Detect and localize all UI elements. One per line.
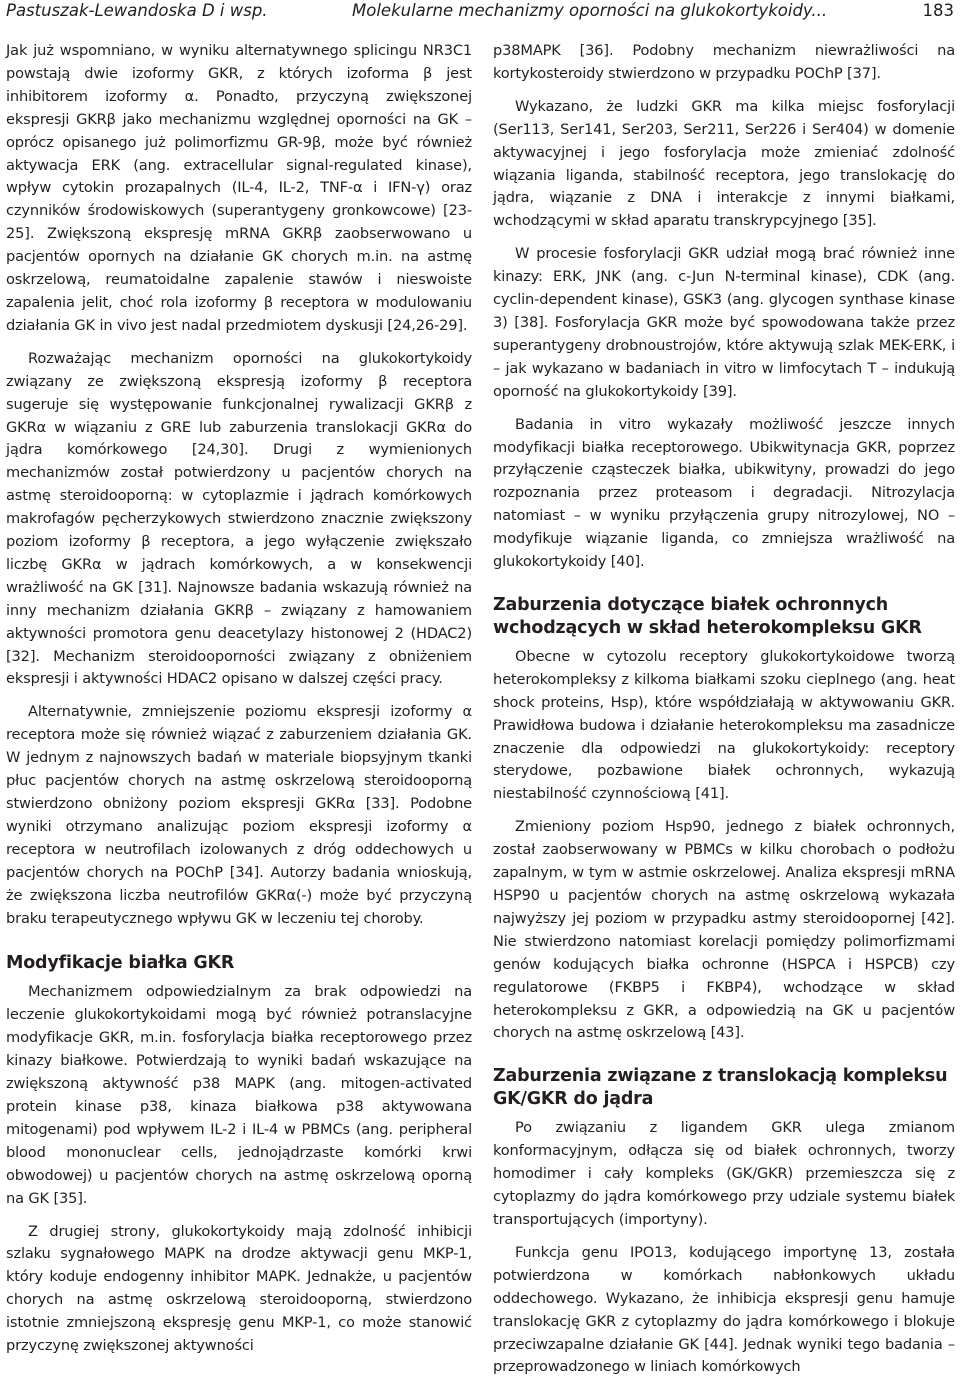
- paragraph: Alternatywnie, zmniejszenie poziomu ekspresji izoformy α receptora może się również wiązać z zaburzeniem działania GK. W jednym z najnowszych badań w materiale biopsyjnym tkanki płuc pacjentów chorych na astmę oskrzelową steroidooporną stwierdzono obniżony poziom ekspresji GKRα [33]. Podobne wyniki otrzymano analizując poziom ekspresji izoformy α receptora w neutrofilach izolowanych z dróg oddechowych u pacjentów chorych na POChP [34]. Autorzy badania wnioskują, że zwiększona liczba neutrofilów GKRα(-) może być przyczyną braku terapeutycznego wpływu GK w leczeniu tej choroby.: [6, 703, 472, 927]
- paragraph: Jak już wspomniano, w wyniku alternatywnego splicingu NR3C1 powstają dwie izoformy GKR, z których izoforma β jest inhibitorem izoformy α. Ponadto, przyczyną zwiększonej ekspresji GKRβ jako mechanizmu względnej oporności na GK – oprócz opisanego już polimorfizmu GR-9β, może być również aktywacja ERK (ang. extracellular signal-regulated kinase), wpływ cytokin prozapalnych (IL-4, IL-2, TNF-α i IFN-γ) oraz czynników środowiskowych (superantygeny gronkowcowe) [23-25]. Zwiększoną ekspresję mRNA GKRβ zaobserwowano u pacjentów opornych na działanie GK chorych m.in. na astmę oskrzelową, reumatoidalne zapalenie stawów i nieswoiste zapalenia jelit, choć rola izoformy β receptora w modulowaniu działania GK in vivo jest nadal przedmiotem dyskusji [24,26-29].: [6, 42, 472, 334]
- paragraph: Badania in vitro wykazały możliwość jeszcze innych modyfikacji białka receptorowego. Ubikwitynacja GKR, poprzez przyłączenie cząsteczek białka, ubikwityny, prowadzi do jego rozpoznania przez proteasom i degradacji. Nitrozylacja natomiast – w wyniku przyłączenia grupy nitrozylowej, NO – modyfikuje wiązanie liganda, co zmniejsza wrażliwość na glukokortykoidy [40].: [493, 415, 955, 571]
- header-title: Molekularne mechanizmy oporności na glukokortykoidy...: [352, 1, 828, 20]
- paragraph: W procesie fosforylacji GKR udział mogą brać również inne kinazy: ERK, JNK (ang. c-Jun N-terminal kinase), CDK (ang. cyclin-dependent kinase), GSK3 (ang. glycogen synthase kinase 3) [38]. Fosforylacja GKR może być spowodowana także przez superantygeny drobnoustrojów, które aktywują szlak MEK-ERK, i – jak wykazano w badaniach in vitro w limfocytach T – indukują oporność na glukokortykoidy [39].: [493, 245, 955, 400]
- header-authors: Pastuszak-Lewandoska D i wsp.: [6, 1, 268, 20]
- page-number: 183: [922, 1, 954, 20]
- section-heading: Zaburzenia związane z translokacją kompleksu GK/GKR do jądra: [493, 1066, 948, 1110]
- paragraph: Wykazano, że ludzki GKR ma kilka miejsc fosforylacji (Ser113, Ser141, Ser203, Ser211, Ser226 i Ser404) w domenie aktywacyjnej i jego fosforylacja może zmieniać zdolność wiązania liganda, stabilność receptora, jego translokację do jądra, wiązanie z DNA i interakcje z innymi białkami, wchodzącymi w skład aparatu transkrypcyjnego [35].: [493, 97, 955, 230]
- left-column: [6, 40, 472, 1368]
- paragraph: Po związaniu z ligandem GKR ulega zmianom konformacyjnym, odłącza się od białek ochronnych, tworzy homodimer i cały kompleks (GK/GKR) przemieszcza się z cytoplazmy do jądra komórkowego przy udziale systemu białek transportujących (importyny).: [493, 1119, 955, 1228]
- paragraph: Mechanizmem odpowiedzialnym za brak odpowiedzi na leczenie glukokortykoidami mogą być również potranslacyjne modyfikacje GKR, m.in. fosforylacja białka receptorowego przez kinazy białkowe. Potwierdzają to wyniki badań wskazujące na zwiększoną aktywność p38 MAPK (ang. mitogen-activated protein kinase p38, kinaza białkowa p38 aktywowana mitogenami) pod wpływem IL-2 i IL-4 w PBMCs (ang. peripheral blood mononuclear cells, jednojądrzaste komórki krwi obwodowej) u pacjentów chorych na astmę oskrzelową oporną na GK [35].: [6, 983, 472, 1207]
- paragraph: Obecne w cytozolu receptory glukokortykoidowe tworzą heterokompleksy z kilkoma białkami szoku cieplnego (ang. heat shock proteins, Hsp), które współdziałają w aktywowaniu GKR. Prawidłowa budowa i działanie heterokompleksu ma zasadnicze znaczenie dla odpowiedzi na glukokortykoidy: receptory sterydowe, pozbawione białek ochronnych, wykazują niestabilność czynnościową [41].: [493, 647, 955, 803]
- section-heading: Modyfikacje białka GKR: [6, 953, 235, 974]
- paragraph: Zmieniony poziom Hsp90, jednego z białek ochronnych, został zaobserwowany w PBMCs w kilku chorobach o podłożu zapalnym, w tym w astmie oskrzelowej. Analiza ekspresji mRNA HSP90 u pacjentów chorych na astmę oskrzelową wykazała najwyższy jej poziom w przypadku astmy steroidoopornej [42]. Nie stwierdzono natomiast korelacji pomiędzy polimorfizmami genów kodujących białka ochronne (HSPCA i HSPCB) czy regulatorowe (FKBP5 i FKBP4), wchodzące w skład heterokompleksu z GKR, a odpowiedzią na GK u pacjentów chorych na astmę oskrzelową [43].: [493, 818, 955, 1042]
- section-heading: Zaburzenia dotyczące białek ochronnych wchodzących w skład heterokompleksu GKR: [493, 594, 922, 638]
- running-header: [6, 0, 954, 22]
- paragraph: Funkcja genu IPO13, kodującego importynę 13, została potwierdzona w komórkach nabłonkowych układu oddechowego. Wykazano, że inhibicja ekspresji genu hamuje translokację GKR z cytoplazmy do jądra komórkowego i blokuje przeciwzapalne działanie GK [44]. Jednak wyniki tego badania – przeprowadzonego w liniach komórkowych: [493, 1243, 955, 1376]
- right-column: [493, 40, 955, 1389]
- paragraph: Z drugiej strony, glukokortykoidy mają zdolność inhibicji szlaku sygnałowego MAPK na drodze aktywacji genu MKP-1, który koduje endogenny inhibitor MAPK. Jednakże, u pacjentów chorych na astmę oskrzelową steroidooporną, stwierdzono istotnie zmniejszoną ekspresję genu MKP-1, co może stanowić przyczynę zwiększonej aktywności: [6, 1222, 472, 1355]
- paragraph: p38MAPK [36]. Podobny mechanizm niewrażliwości na kortykosteroidy stwierdzono w przypadku POChP [37].: [493, 42, 955, 82]
- paragraph: Rozważając mechanizm oporności na glukokortykoidy związany ze zwiększoną ekspresją izoformy β receptora sugeruje się występowanie funkcjonalnej rywalizacji GKRβ z GKRα w wiązaniu z GRE lub zaburzenia translokacji GKRα do jądra komórkowego [24,30]. Drugi z wymienionych mechanizmów został potwierdzony u pacjentów chorych na astmę steroidooporną: w cytoplazmie i jądrach komórkowych makrofagów pęcherzykowych stwierdzono znacznie zwiększony poziom izoformy β receptora, a jego wyłączenie zwiększało liczbę GKRα w jądrach komórkowych, a w konsekwencji wrażliwość na GK [31]. Najnowsze badania wskazują również na inny mechanizm działania GKRβ – związany z hamowaniem aktywności promotora genu deacetylazy histonowej 2 (HDAC2) [32]. Mechanizm steroidooporności związany z obniżeniem ekspresji i aktywności HDAC2 opisano w dalszej części pracy.: [6, 349, 472, 688]
